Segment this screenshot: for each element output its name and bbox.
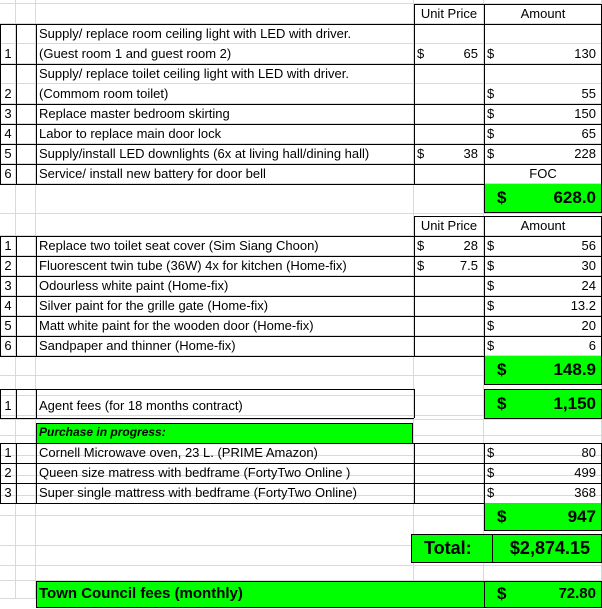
row-number: 1 [4,445,12,460]
grid-cell [0,546,16,566]
border-line [484,236,485,356]
border-line [411,562,602,563]
amount-value: 56 [581,238,596,253]
unit-price-value: 7.5 [459,258,478,273]
grid-cell [484,420,602,436]
border-line [484,443,485,503]
amount-value: 368 [574,485,596,500]
grid-cell [0,581,16,599]
amount-value: FOC [529,166,557,181]
border-line [414,236,415,356]
border-line [16,443,17,503]
currency-symbol: $ [487,106,495,121]
item-description: Super single mattress with bedframe (FortyTwo Online) [39,485,357,500]
border-line [36,236,37,356]
border-line [484,4,485,24]
border-line [414,24,415,184]
row-number: 3 [4,278,12,293]
grid-cell [0,214,16,236]
border-line [411,534,602,535]
grid-cell [414,24,484,44]
grid-cell [16,336,36,356]
grid-cell [414,566,484,581]
currency-symbol: $ [497,507,507,526]
border-line [414,4,415,24]
grid-cell [414,336,484,356]
currency-symbol: $ [497,188,507,207]
purchase-total: 947 [567,507,596,526]
amount-value: 24 [581,278,596,293]
grid-cell [0,4,16,24]
border-line [16,389,17,418]
amount-value: 65 [581,126,596,141]
grid-cell [0,356,16,376]
grid-cell [16,84,36,104]
currency-symbol: $ [497,360,507,379]
row-number: 1 [4,398,12,413]
grid-cell [16,276,36,296]
grid-cell [0,184,16,214]
grid-cell [0,64,16,84]
row-number: 4 [4,126,12,141]
grid-cell [16,124,36,144]
border-line [484,530,602,531]
unit-price-value: 38 [463,146,478,161]
border-line [36,443,37,503]
amount-value: 130 [574,46,596,61]
item-description: Silver paint for the grille gate (Home-fix) [39,298,269,313]
border-line [16,236,17,356]
item-description: Queen size matress with bedframe (FortyTwo Online ) [39,465,351,480]
border-line [484,389,602,390]
grand-total-label: Total: [424,538,472,558]
item-description-line1: Supply/ replace toilet ceiling light with LED with driver. [39,66,349,81]
unit-price-value: 28 [463,238,478,253]
grid-cell [414,124,484,144]
grid-cell [414,184,484,214]
grid-cell [0,516,16,546]
grid-cell [414,476,484,496]
grid-cell [16,436,36,456]
currency-symbol: $ [487,126,495,141]
amount-header: Amount [520,218,566,233]
currency-symbol: $ [497,394,507,413]
grid-cell [16,396,36,416]
item-description: Supply/install LED downlights (6x at living hall/dining hall) [39,146,370,161]
row-number: 6 [4,338,12,353]
grid-cell [414,396,484,416]
currency-symbol: $ [487,445,495,460]
grid-cell [16,64,36,84]
unit-price-header: Unit Price [420,218,478,233]
border-line [0,443,1,503]
town-council-label: Town Council fees (monthly) [39,585,243,602]
currency-symbol: $ [487,338,495,353]
border-line [414,216,415,236]
row-number: 3 [4,106,12,121]
grid-cell [16,456,36,476]
item-description: Sandpaper and thinner (Home-fix) [39,338,236,353]
grid-cell [16,44,36,64]
grid-cell [414,104,484,124]
currency-symbol: $ [487,146,495,161]
row-number: 1 [4,238,12,253]
border-line [16,24,17,184]
grid-cell [414,296,484,316]
border-line [0,24,1,184]
amount-value: 228 [574,146,596,161]
row-number: 4 [4,298,12,313]
border-line [0,443,602,444]
grid-cell [16,184,36,214]
section2-total: 148.9 [553,360,596,379]
grid-cell [16,236,36,256]
grid-cell [414,496,484,516]
row-number: 2 [4,465,12,480]
grid-cell [16,24,36,44]
item-description: Labor to replace main door lock [39,126,222,141]
grid-cell [484,24,602,44]
row-number: 5 [4,146,12,161]
grid-cell [414,164,484,184]
currency-symbol: $ [417,146,425,161]
grid-cell [16,496,36,516]
border-line [484,24,485,184]
grid-cell [414,436,484,456]
item-description-line2: (Commom room toilet) [39,86,169,101]
border-line [484,384,602,385]
grid-cell [36,516,414,546]
border-line [484,212,602,213]
border-line [0,418,414,419]
grid-cell [16,144,36,164]
grid-cell [414,316,484,336]
border-line [36,581,602,582]
grid-cell [16,581,36,599]
grid-cell [484,64,602,84]
grid-cell [16,4,36,24]
item-description: Agent fees (for 18 months contract) [39,398,243,413]
item-description: Odourless white paint (Home-fix) [39,278,229,293]
row-number: 3 [4,485,12,500]
border-line [412,423,413,443]
currency-symbol: $ [487,298,495,313]
amount-value: 13.2 [570,298,596,313]
grid-cell [414,376,484,396]
border-line [414,389,415,418]
row-number: 5 [4,318,12,333]
grid-cell [36,214,414,236]
border-line [414,443,415,503]
currency-symbol: $ [417,46,425,61]
item-description: Matt white paint for the wooden door (Home-fix) [39,318,314,333]
grid-cell [414,64,484,84]
currency-symbol: $ [487,46,495,61]
grid-cell [36,546,414,566]
grid-cell [414,356,484,376]
amount-value: 55 [581,86,596,101]
row-number: 6 [4,166,12,181]
amount-value: 30 [581,258,596,273]
grid-cell [0,24,16,44]
grid-cell [16,356,36,376]
grid-cell [414,420,484,436]
border-line [36,24,37,184]
grid-cell [484,566,602,581]
grid-cell [16,316,36,336]
grid-cell [16,566,36,581]
grid-cell [36,4,414,24]
grid-cell [414,276,484,296]
item-description: Replace master bedroom skirting [39,106,230,121]
grid-cell [0,376,16,396]
section1-total: 628.0 [553,188,596,207]
currency-symbol: $ [417,238,425,253]
amount-value: 20 [581,318,596,333]
grid-cell [0,420,16,436]
item-description: Replace two toilet seat cover (Sim Siang Choon) [39,238,319,253]
row-number: 1 [4,46,12,61]
border-line [484,216,485,236]
currency-symbol: $ [487,278,495,293]
item-description: Cornell Microwave oven, 23 L. (PRIME Amazon) [39,445,318,460]
grid-cell [16,546,36,566]
grid-cell [16,376,36,396]
unit-price-header: Unit Price [420,6,478,21]
grid-cell [0,566,16,581]
border-line [484,418,602,419]
amount-value: 80 [581,445,596,460]
purchase-title: Purchase in progress: [39,425,166,439]
grid-cell [414,84,484,104]
town-council-amount: 72.80 [558,585,596,602]
currency-symbol: $ [487,485,495,500]
amount-value: 6 [588,338,596,353]
grid-cell [36,566,414,581]
amount-value: 150 [574,106,596,121]
grid-cell [36,184,414,214]
border-line [0,236,1,356]
grid-cell [16,104,36,124]
agent-fee-amount: 1,150 [553,394,596,413]
border-line [36,581,37,607]
currency-symbol: $ [487,86,495,101]
item-description: Fluorescent twin tube (36W) 4x for kitchen (Home-fix) [39,258,347,273]
grid-cell [36,376,414,396]
currency-symbol: $ [497,584,507,603]
row-number: 2 [4,86,12,101]
border-line [0,389,414,390]
grand-total-value: $2,874.15 [509,538,590,558]
grid-cell [16,296,36,316]
currency-symbol: $ [487,238,495,253]
currency-symbol: $ [487,318,495,333]
item-description-line1: Supply/ replace room ceiling light with LED with driver. [39,26,352,41]
grid-cell [16,420,36,436]
item-description: Service/ install new battery for door bell [39,166,266,181]
grid-cell [16,164,36,184]
unit-price-value: 65 [463,46,478,61]
grid-cell [16,214,36,236]
row-number: 2 [4,258,12,273]
grid-cell [36,356,414,376]
currency-symbol: $ [487,258,495,273]
border-line [36,607,602,608]
border-line [411,534,412,562]
item-description-line2: (Guest room 1 and guest room 2) [39,46,232,61]
amount-header: Amount [520,6,566,21]
grid-cell [414,456,484,476]
grid-cell [16,256,36,276]
currency-symbol: $ [487,465,495,480]
currency-symbol: $ [417,258,425,273]
grid-cell [16,516,36,546]
amount-value: 499 [574,465,596,480]
grid-cell [16,476,36,496]
